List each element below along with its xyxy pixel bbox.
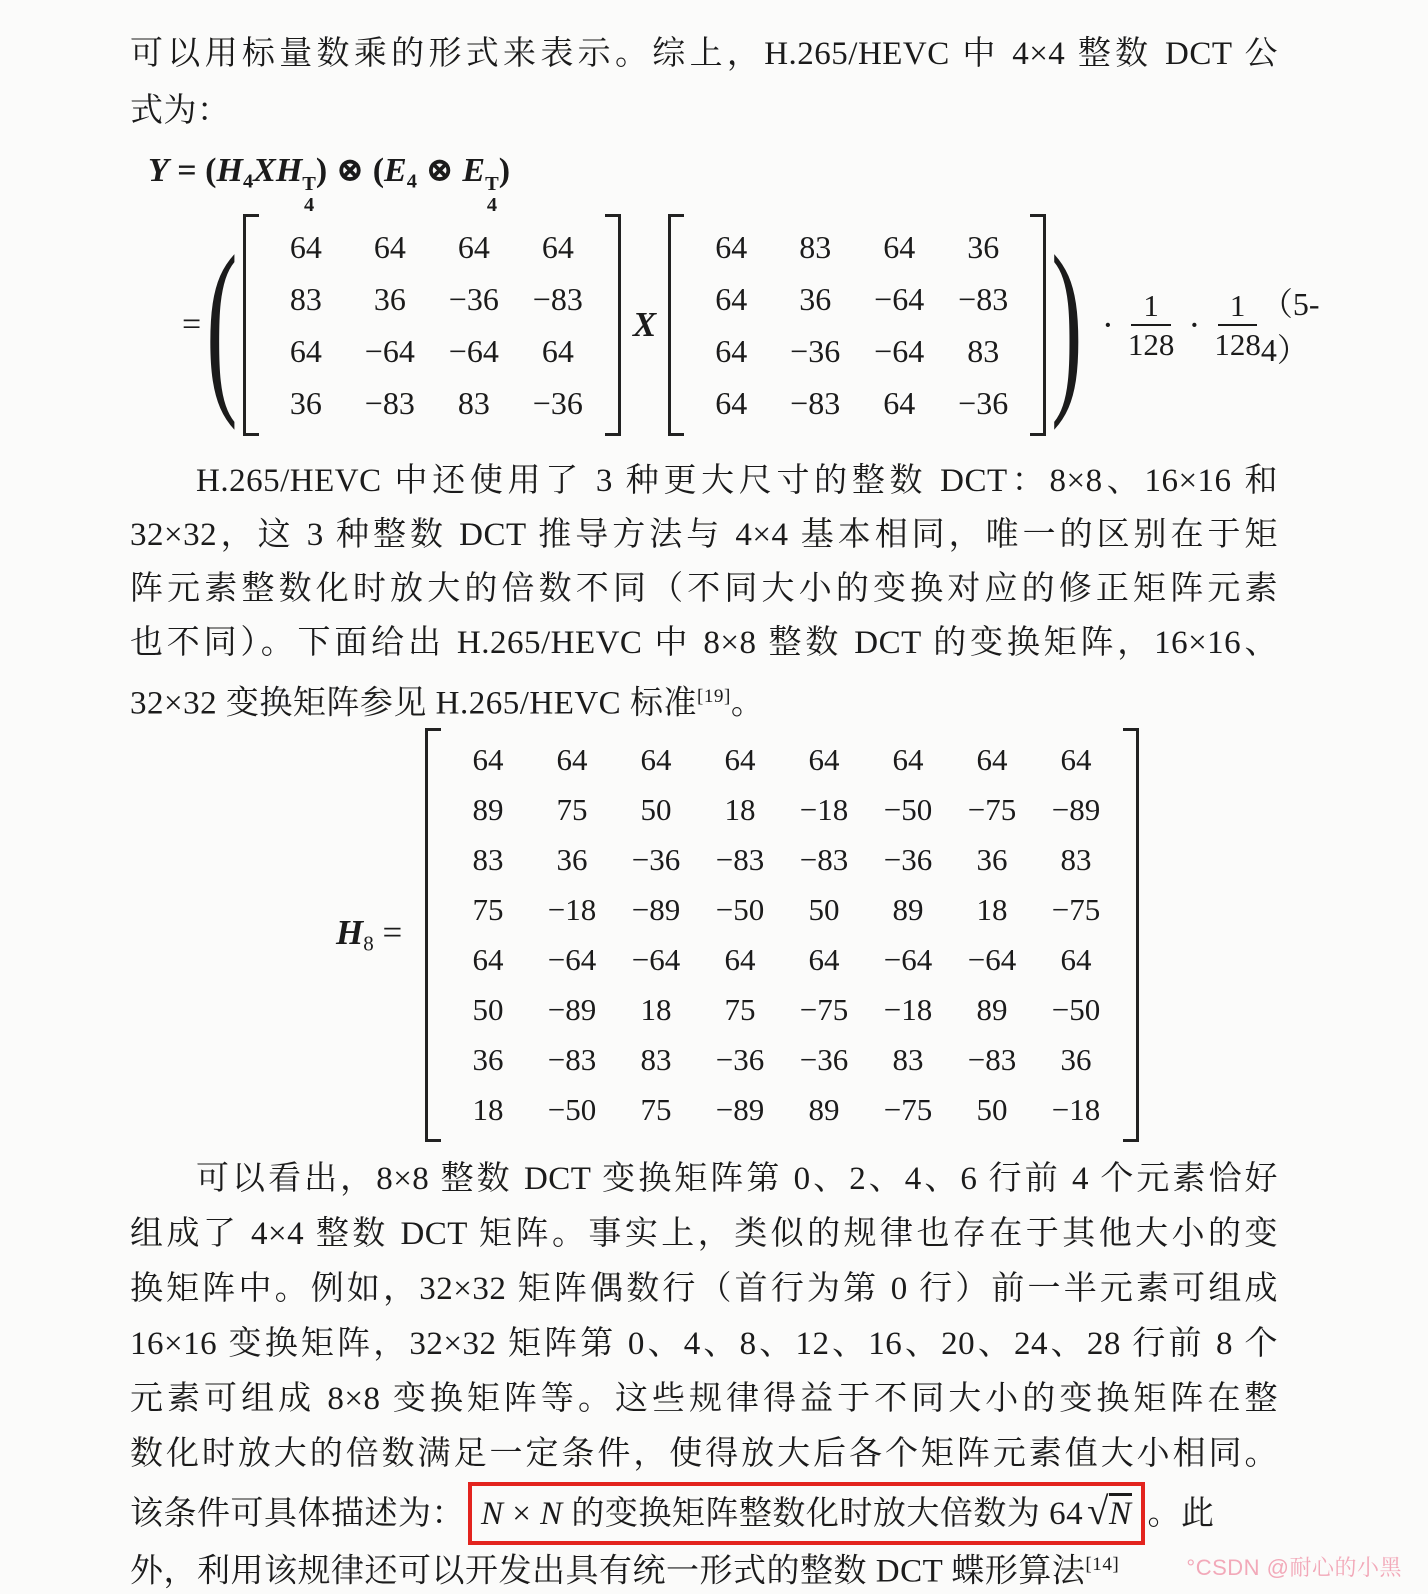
matrix-cell: 18 <box>976 892 1008 927</box>
equation-h8-matrix <box>130 728 1278 1142</box>
matrix-cell: −83 <box>958 281 1009 317</box>
fraction-denominator: 128 <box>1214 327 1261 362</box>
text-segment: × <box>503 1496 541 1532</box>
matrix-cell: 36 <box>289 385 322 421</box>
text-segment: X <box>253 152 276 189</box>
matrix-cell: 64 <box>883 229 916 265</box>
matrix-cell: 75 <box>724 992 756 1027</box>
matrix-cell: 36 <box>373 281 406 317</box>
paragraph-larger-dct <box>130 454 1278 724</box>
text-segment: = ( <box>168 152 217 189</box>
matrix-cell: −75 <box>1051 892 1101 927</box>
matrix-cell: 64 <box>541 333 574 369</box>
matrix-cell: −36 <box>532 385 583 421</box>
text-segment: ⊗ <box>416 152 463 189</box>
matrix-cell: 18 <box>724 792 756 827</box>
matrix-cell: −83 <box>967 1042 1017 1077</box>
matrix-cell: −83 <box>547 1042 597 1077</box>
text-line: 也不同）。下面给出 H.265/HEVC 中 8×8 整数 DCT 的变换矩阵，16×16、 <box>130 625 1278 661</box>
open-paren: ( <box>206 218 238 432</box>
matrix-cell: −36 <box>799 1042 849 1077</box>
matrix-h4 <box>243 214 621 436</box>
text-line: H.265/HEVC 中还使用了 3 种更大尺寸的整数 DCT：8×8、16×16 和 <box>196 463 1278 499</box>
matrix-cell: 83 <box>457 385 490 421</box>
equals-sign: = <box>182 306 202 343</box>
matrix-cell: 64 <box>289 229 322 265</box>
matrix-cell: 64 <box>883 385 916 421</box>
bracket-right-icon <box>605 214 621 436</box>
text-line: 阵元素整数化时放大的倍数不同（不同大小的变换对应的修正矩阵元素 <box>130 571 1278 607</box>
matrix-cell: −36 <box>715 1042 765 1077</box>
matrix-cell: −36 <box>448 281 499 317</box>
matrix-cell: 89 <box>892 892 924 927</box>
matrix-cell: −83 <box>799 842 849 877</box>
text-line: 换矩阵中。例如，32×32 矩阵偶数行（首行为第 0 行）前一半元素可组成 <box>130 1271 1278 1307</box>
matrix-cell: −89 <box>547 992 597 1027</box>
matrix-cell: −75 <box>883 1092 933 1127</box>
matrix-cell: −36 <box>631 842 681 877</box>
text-segment: 。此 <box>1147 1496 1215 1532</box>
matrix-cell: 83 <box>640 1042 672 1077</box>
matrix-cell: 83 <box>1060 842 1092 877</box>
paragraph-pattern <box>130 1152 1278 1592</box>
matrix-cell: 64 <box>808 942 840 977</box>
text-segment: 64 <box>1049 1496 1084 1532</box>
text-segment: N <box>540 1496 563 1532</box>
matrix-cell: 50 <box>472 992 504 1027</box>
bracket-right-icon <box>1030 214 1046 436</box>
text-segment: H <box>275 152 303 189</box>
text-segment: √ <box>1087 1490 1110 1533</box>
matrix-h4-transpose <box>668 214 1046 436</box>
fraction-1-128 <box>1128 287 1175 363</box>
matrix-h4-grid <box>259 214 605 436</box>
matrix-cell: 64 <box>724 742 756 777</box>
matrix-cell: −64 <box>874 281 925 317</box>
fraction-numerator: 1 <box>1131 287 1171 326</box>
matrix-h8-grid <box>441 728 1123 1142</box>
bracket-left-icon <box>668 214 684 436</box>
matrix-cell: 64 <box>892 742 924 777</box>
fraction-numerator: 1 <box>1218 287 1258 326</box>
text-segment: H <box>216 152 243 189</box>
matrix-cell: −64 <box>448 333 499 369</box>
text-segment: 8 <box>363 931 374 956</box>
matrix-cell: −89 <box>1051 792 1101 827</box>
matrix-cell: 64 <box>541 229 574 265</box>
text-segment: N <box>1109 1493 1132 1532</box>
matrix-cell: 64 <box>715 333 748 369</box>
matrix-cell: 64 <box>715 385 748 421</box>
matrix-cell: −36 <box>883 842 933 877</box>
text-segment: = <box>373 913 411 953</box>
matrix-cell: 64 <box>640 742 672 777</box>
close-paren: ) <box>1051 218 1083 432</box>
text-segment: 4 <box>406 170 417 193</box>
matrix-cell: 64 <box>472 742 504 777</box>
matrix-cell: −75 <box>967 792 1017 827</box>
matrix-cell: 64 <box>808 742 840 777</box>
text-segment: N <box>481 1496 504 1532</box>
text-line: 元素可组成 8×8 变换矩阵等。这些规律得益于不同大小的变换矩阵在整 <box>130 1381 1278 1417</box>
matrix-x-symbol: X <box>632 305 657 344</box>
matrix-cell: −64 <box>631 942 681 977</box>
text-line-highlighted <box>130 1482 1278 1537</box>
matrix-cell: −89 <box>715 1092 765 1127</box>
bracket-right-icon <box>1123 728 1139 1142</box>
matrix-cell: −50 <box>1051 992 1101 1027</box>
matrix-cell: −64 <box>874 333 925 369</box>
multiply-dot: · <box>1101 305 1114 345</box>
text-line <box>130 670 1278 724</box>
matrix-cell: −36 <box>790 333 841 369</box>
matrix-cell: 36 <box>1060 1042 1092 1077</box>
matrix-cell: −89 <box>631 892 681 927</box>
matrix-cell: −83 <box>364 385 415 421</box>
paragraph-intro <box>130 26 1278 140</box>
matrix-cell: −75 <box>799 992 849 1027</box>
multiply-dot: · <box>1188 305 1201 345</box>
matrix-cell: 83 <box>289 281 322 317</box>
matrix-cell: 64 <box>715 281 748 317</box>
text-line: 16×16 变换矩阵，32×32 矩阵第 0、4、8、12、16、20、24、28 行前 8 个 <box>130 1326 1278 1362</box>
matrix-cell: 64 <box>556 742 588 777</box>
matrix-cell: −64 <box>547 942 597 977</box>
matrix-cell: 75 <box>472 892 504 927</box>
matrix-cell: 64 <box>1060 942 1092 977</box>
fraction-denominator: 128 <box>1127 327 1175 362</box>
matrix-cell: −50 <box>715 892 765 927</box>
matrix-cell: 50 <box>808 892 840 927</box>
text-line: 可以用标量数乘的形式来表示。综上，H.265/HEVC 中 4×4 整数 DCT 公 <box>130 36 1278 72</box>
matrix-cell: 64 <box>976 742 1008 777</box>
text-segment: 32×32 变换矩阵参见 H.265/HEVC 标准 <box>130 685 697 722</box>
matrix-cell: 64 <box>472 942 504 977</box>
text-segment: H <box>336 913 364 953</box>
matrix-cell: 64 <box>457 229 490 265</box>
text-line <box>130 1537 1278 1592</box>
matrix-cell: 50 <box>976 1092 1008 1127</box>
text-segment: ) ⊗ ( <box>315 152 385 189</box>
matrix-cell: 89 <box>808 1092 840 1127</box>
bracket-left-icon <box>425 728 441 1142</box>
text-segment: E <box>462 152 486 189</box>
text-segment: [14] <box>1085 1554 1120 1575</box>
matrix-cell: 36 <box>472 1042 504 1077</box>
matrix-cell: 18 <box>472 1092 504 1127</box>
matrix-cell: −36 <box>958 385 1009 421</box>
matrix-cell: −83 <box>790 385 841 421</box>
text-line: 可以看出，8×8 整数 DCT 变换矩阵第 0、2、4、6 行前 4 个元素恰好 <box>196 1161 1278 1197</box>
matrix-cell: 36 <box>799 281 832 317</box>
matrix-cell: 83 <box>472 842 504 877</box>
matrix-cell: 18 <box>640 992 672 1027</box>
matrix-cell: 36 <box>976 842 1008 877</box>
sup-sub-stack: T 4 <box>485 172 499 216</box>
matrix-cell: −18 <box>799 792 849 827</box>
text-segment: 该条件可具体描述为： <box>130 1496 465 1532</box>
matrix-cell: 89 <box>472 792 504 827</box>
matrix-cell: −64 <box>883 942 933 977</box>
matrix-cell: −64 <box>364 333 415 369</box>
matrix-cell: −18 <box>547 892 597 927</box>
text-segment: 的变换矩阵整数化时放大倍数为 <box>562 1496 1050 1532</box>
text-segment: [19] <box>696 686 731 707</box>
text-segment: 4 <box>242 170 254 193</box>
fraction-1-128 <box>1214 287 1261 363</box>
matrix-cell: −18 <box>883 992 933 1027</box>
text-line: 数化时放大的倍数满足一定条件，使得放大后各个矩阵元素值大小相同。 <box>130 1436 1278 1472</box>
matrix-cell: 83 <box>967 333 1000 369</box>
text-line: 组成了 4×4 整数 DCT 矩阵。事实上，类似的规律也存在于其他大小的变 <box>130 1216 1278 1252</box>
matrix-cell: −83 <box>532 281 583 317</box>
text-line: 32×32，这 3 种整数 DCT 推导方法与 4×4 基本相同，唯一的区别在于矩 <box>130 517 1278 553</box>
equation-number: （5-4） <box>1260 286 1320 368</box>
matrix-cell: 83 <box>799 229 832 265</box>
matrix-cell: 75 <box>556 792 588 827</box>
text-segment: E <box>384 152 407 189</box>
matrix-cell: −83 <box>715 842 765 877</box>
matrix-cell: 64 <box>715 229 748 265</box>
matrix-cell: 83 <box>892 1042 924 1077</box>
matrix-cell: 64 <box>373 229 406 265</box>
matrix-cell: 64 <box>1060 742 1092 777</box>
text-segment: 。 <box>730 685 765 722</box>
matrix-cell: 64 <box>289 333 322 369</box>
matrix-cell: 50 <box>640 792 672 827</box>
equation-5-4 <box>130 202 1320 448</box>
matrix-cell: −50 <box>883 792 933 827</box>
highlight-red-box <box>468 1482 1145 1545</box>
matrix-h8 <box>425 728 1139 1142</box>
bracket-left-icon <box>243 214 259 436</box>
matrix-cell: 75 <box>640 1092 672 1127</box>
matrix-cell: 64 <box>724 942 756 977</box>
matrix-cell: −50 <box>547 1092 597 1127</box>
h8-label <box>336 913 411 957</box>
matrix-h4t-grid <box>684 214 1030 436</box>
watermark: °CSDN @耐心的小黑 <box>1186 1555 1402 1580</box>
text-segment: ) <box>498 152 511 189</box>
matrix-cell: −18 <box>1051 1092 1101 1127</box>
matrix-cell: 36 <box>967 229 1000 265</box>
sup-sub-stack: T 4 <box>302 172 316 216</box>
matrix-cell: 36 <box>556 842 588 877</box>
text-segment: Y <box>148 152 169 189</box>
matrix-cell: −64 <box>967 942 1017 977</box>
text-line: 式为： <box>130 93 231 129</box>
matrix-cell: 89 <box>976 992 1008 1027</box>
text-segment: 外，利用该规律还可以开发出具有统一形式的整数 DCT 蝶形算法 <box>130 1553 1086 1590</box>
equation-dct-formula <box>148 142 1278 216</box>
